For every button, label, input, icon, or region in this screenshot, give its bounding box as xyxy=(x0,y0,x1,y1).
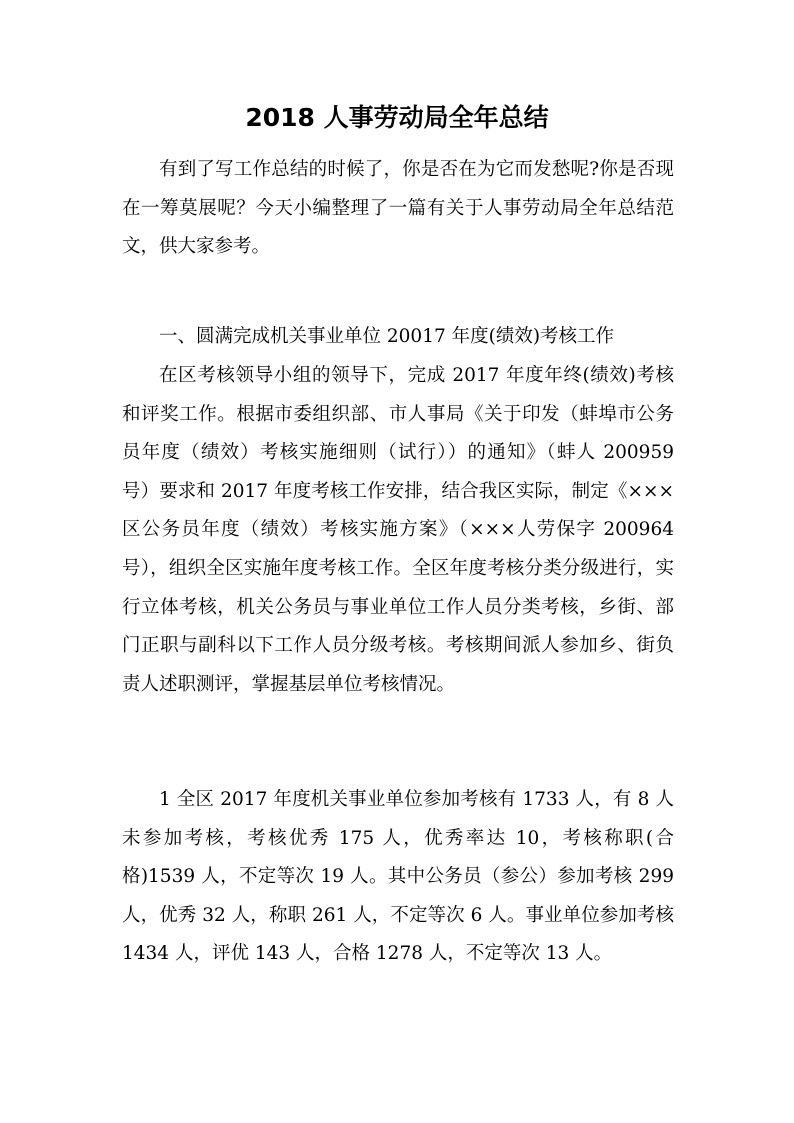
section-body-paragraph: 在区考核领导小组的领导下，完成 2017 年度年终(绩效)考核和评奖工作。根据市委组织部、市人事局《关于印发（蚌埠市公务员年度（绩效）考核实施细则（试行））的通知》（蚌人 200959 号）要求和 2017 年度考核工作安排，结合我区实际，制定《×××区公务员年度（绩效）考核实施方案》（×××人劳保字 200964 号），组织全区实施年度考核工作。全区年度考核分类分级进行，实行立体考核，机关公务员与事业单位工作人员分类考核，乡街、部门正职与副科以下工作人员分级考核。考核期间派人参加乡、街负责人述职测评，掌握基层单位考核情况。 xyxy=(122,365,674,695)
intro-paragraph: 有到了写工作总结的时候了，你是否在为它而发愁呢?你是否现在一筹莫展呢？今天小编整理了一篇有关于人事劳动局全年总结范文，供大家参考。 xyxy=(122,159,674,258)
statistics-paragraph: 1 全区 2017 年度机关事业单位参加考核有 1733 人，有 8 人未参加考核，考核优秀 175 人，优秀率达 10，考核称职(合格)1539 人，不定等次 19 人。其中公务员（参公）参加考核 299 人，优秀 32 人，称职 261 人，不定等次 6 人。事业单位参加考核 1434 人，评优 143 人，合格 1278 人，不定等次 13 人。 xyxy=(122,789,674,965)
document-title: 2018 人事劳动局全年总结 xyxy=(245,103,549,132)
section-heading: 一、圆满完成机关事业单位 20017 年度(绩效)考核工作 xyxy=(159,326,615,347)
